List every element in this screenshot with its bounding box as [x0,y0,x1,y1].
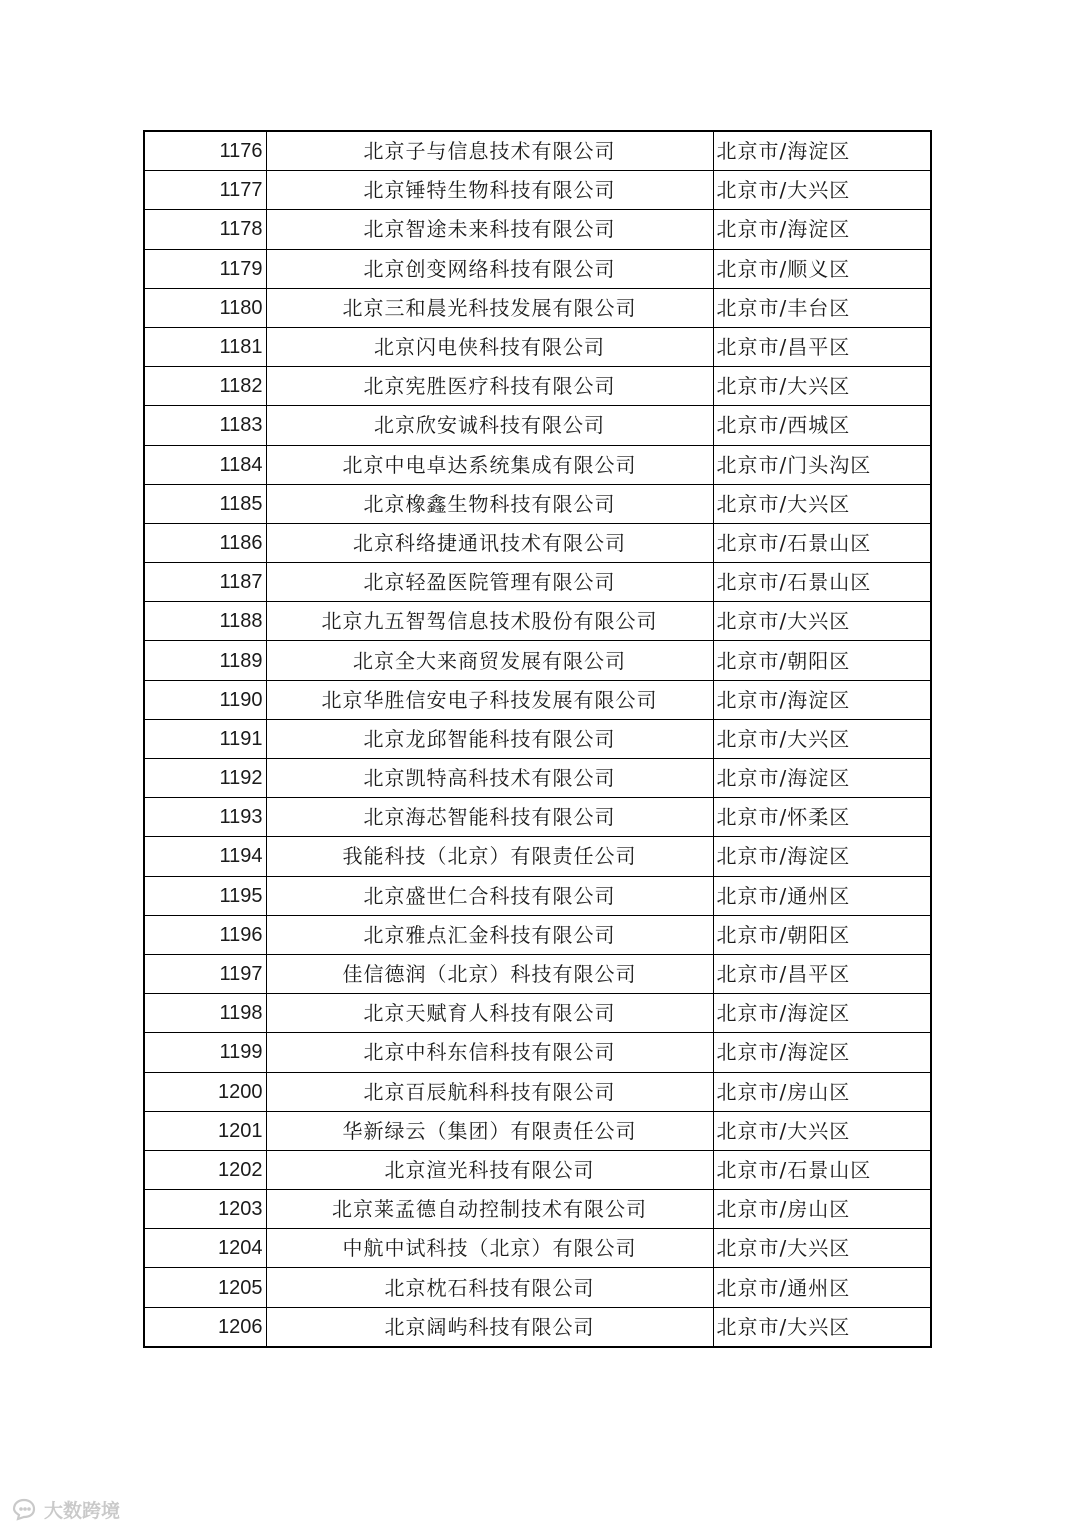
company-location: 北京市/通州区 [713,1268,931,1307]
table-row [144,680,931,719]
row-number: 1195 [144,876,266,915]
company-name: 北京海芯智能科技有限公司 [266,798,713,837]
row-number: 1185 [144,484,266,523]
company-name: 北京橡鑫生物科技有限公司 [266,484,713,523]
table-row [144,288,931,327]
table-row [144,719,931,758]
company-name: 北京华胜信安电子科技发展有限公司 [266,680,713,719]
company-name: 北京创变网络科技有限公司 [266,249,713,288]
company-location: 北京市/房山区 [713,1190,931,1229]
row-number: 1188 [144,602,266,641]
company-table-container [143,130,930,1348]
company-name: 北京智途未来科技有限公司 [266,210,713,249]
company-name: 北京轻盈医院管理有限公司 [266,563,713,602]
company-name: 北京科络捷通讯技术有限公司 [266,523,713,562]
table-row [144,406,931,445]
row-number: 1176 [144,131,266,171]
row-number: 1192 [144,759,266,798]
company-name: 我能科技（北京）有限责任公司 [266,837,713,876]
company-name: 北京百辰航科科技有限公司 [266,1072,713,1111]
table-row [144,1150,931,1189]
company-location: 北京市/大兴区 [713,367,931,406]
company-name: 北京三和晨光科技发展有限公司 [266,288,713,327]
company-location: 北京市/大兴区 [713,171,931,210]
company-location: 北京市/大兴区 [713,1111,931,1150]
row-number: 1180 [144,288,266,327]
company-location: 北京市/海淀区 [713,1033,931,1072]
table-row [144,954,931,993]
table-row [144,915,931,954]
row-number: 1187 [144,563,266,602]
company-location: 北京市/大兴区 [713,484,931,523]
row-number: 1202 [144,1150,266,1189]
row-number: 1189 [144,641,266,680]
company-name: 北京渲光科技有限公司 [266,1150,713,1189]
table-row [144,1111,931,1150]
company-name: 北京子与信息技术有限公司 [266,131,713,171]
table-row [144,249,931,288]
row-number: 1179 [144,249,266,288]
row-number: 1204 [144,1229,266,1268]
table-row [144,445,931,484]
watermark [10,1494,120,1524]
watermark-text: 大数跨境 [44,1499,121,1522]
company-name: 北京莱孟德自动控制技术有限公司 [266,1190,713,1229]
company-name: 北京宪胜医疗科技有限公司 [266,367,713,406]
company-location: 北京市/门头沟区 [713,445,931,484]
row-number: 1198 [144,994,266,1033]
row-number: 1184 [144,445,266,484]
company-name: 北京九五智驾信息技术股份有限公司 [266,602,713,641]
company-location: 北京市/石景山区 [713,563,931,602]
company-name: 北京雅点汇金科技有限公司 [266,915,713,954]
row-number: 1190 [144,680,266,719]
table-row [144,641,931,680]
table-row [144,210,931,249]
row-number: 1193 [144,798,266,837]
company-name: 中航中试科技（北京）有限公司 [266,1229,713,1268]
company-location: 北京市/海淀区 [713,837,931,876]
row-number: 1177 [144,171,266,210]
company-table [143,130,932,1348]
table-row [144,837,931,876]
company-location: 北京市/大兴区 [713,1307,931,1347]
table-row [144,171,931,210]
company-location: 北京市/朝阳区 [713,915,931,954]
company-name: 佳信德润（北京）科技有限公司 [266,954,713,993]
company-location: 北京市/通州区 [713,876,931,915]
row-number: 1196 [144,915,266,954]
row-number: 1206 [144,1307,266,1347]
row-number: 1199 [144,1033,266,1072]
company-location: 北京市/海淀区 [713,131,931,171]
row-number: 1194 [144,837,266,876]
company-table-body [144,131,931,1347]
row-number: 1201 [144,1111,266,1150]
table-row [144,876,931,915]
table-row [144,798,931,837]
company-location: 北京市/丰台区 [713,288,931,327]
table-row [144,131,931,171]
row-number: 1197 [144,954,266,993]
table-row [144,563,931,602]
company-name: 北京凯特高科技术有限公司 [266,759,713,798]
table-row [144,759,931,798]
row-number: 1183 [144,406,266,445]
table-row [144,1072,931,1111]
company-location: 北京市/房山区 [713,1072,931,1111]
company-name: 北京天赋育人科技有限公司 [266,994,713,1033]
company-location: 北京市/海淀区 [713,680,931,719]
row-number: 1178 [144,210,266,249]
company-name: 北京龙邱智能科技有限公司 [266,719,713,758]
company-location: 北京市/西城区 [713,406,931,445]
company-name: 北京全大来商贸发展有限公司 [266,641,713,680]
company-location: 北京市/昌平区 [713,327,931,366]
logo-bubble-icon [10,1497,40,1521]
company-location: 北京市/怀柔区 [713,798,931,837]
table-row [144,994,931,1033]
table-row [144,484,931,523]
company-location: 北京市/海淀区 [713,994,931,1033]
row-number: 1191 [144,719,266,758]
company-location: 北京市/海淀区 [713,759,931,798]
row-number: 1186 [144,523,266,562]
company-location: 北京市/顺义区 [713,249,931,288]
company-location: 北京市/大兴区 [713,1229,931,1268]
row-number: 1181 [144,327,266,366]
company-name: 北京阔屿科技有限公司 [266,1307,713,1347]
company-location: 北京市/大兴区 [713,719,931,758]
company-location: 北京市/石景山区 [713,1150,931,1189]
company-location: 北京市/朝阳区 [713,641,931,680]
table-row [144,1268,931,1307]
table-row [144,523,931,562]
company-name: 北京锤特生物科技有限公司 [266,171,713,210]
company-name: 北京欣安诚科技有限公司 [266,406,713,445]
row-number: 1182 [144,367,266,406]
company-name: 北京中科东信科技有限公司 [266,1033,713,1072]
table-row [144,1033,931,1072]
table-row [144,367,931,406]
row-number: 1205 [144,1268,266,1307]
table-row [144,327,931,366]
company-location: 北京市/大兴区 [713,602,931,641]
company-location: 北京市/海淀区 [713,210,931,249]
company-name: 华新绿云（集团）有限责任公司 [266,1111,713,1150]
table-row [144,1229,931,1268]
company-name: 北京中电卓达系统集成有限公司 [266,445,713,484]
table-row [144,602,931,641]
table-row [144,1190,931,1229]
row-number: 1203 [144,1190,266,1229]
table-row [144,1307,931,1347]
company-name: 北京闪电侠科技有限公司 [266,327,713,366]
company-location: 北京市/昌平区 [713,954,931,993]
company-name: 北京枕石科技有限公司 [266,1268,713,1307]
company-location: 北京市/石景山区 [713,523,931,562]
company-name: 北京盛世仁合科技有限公司 [266,876,713,915]
row-number: 1200 [144,1072,266,1111]
